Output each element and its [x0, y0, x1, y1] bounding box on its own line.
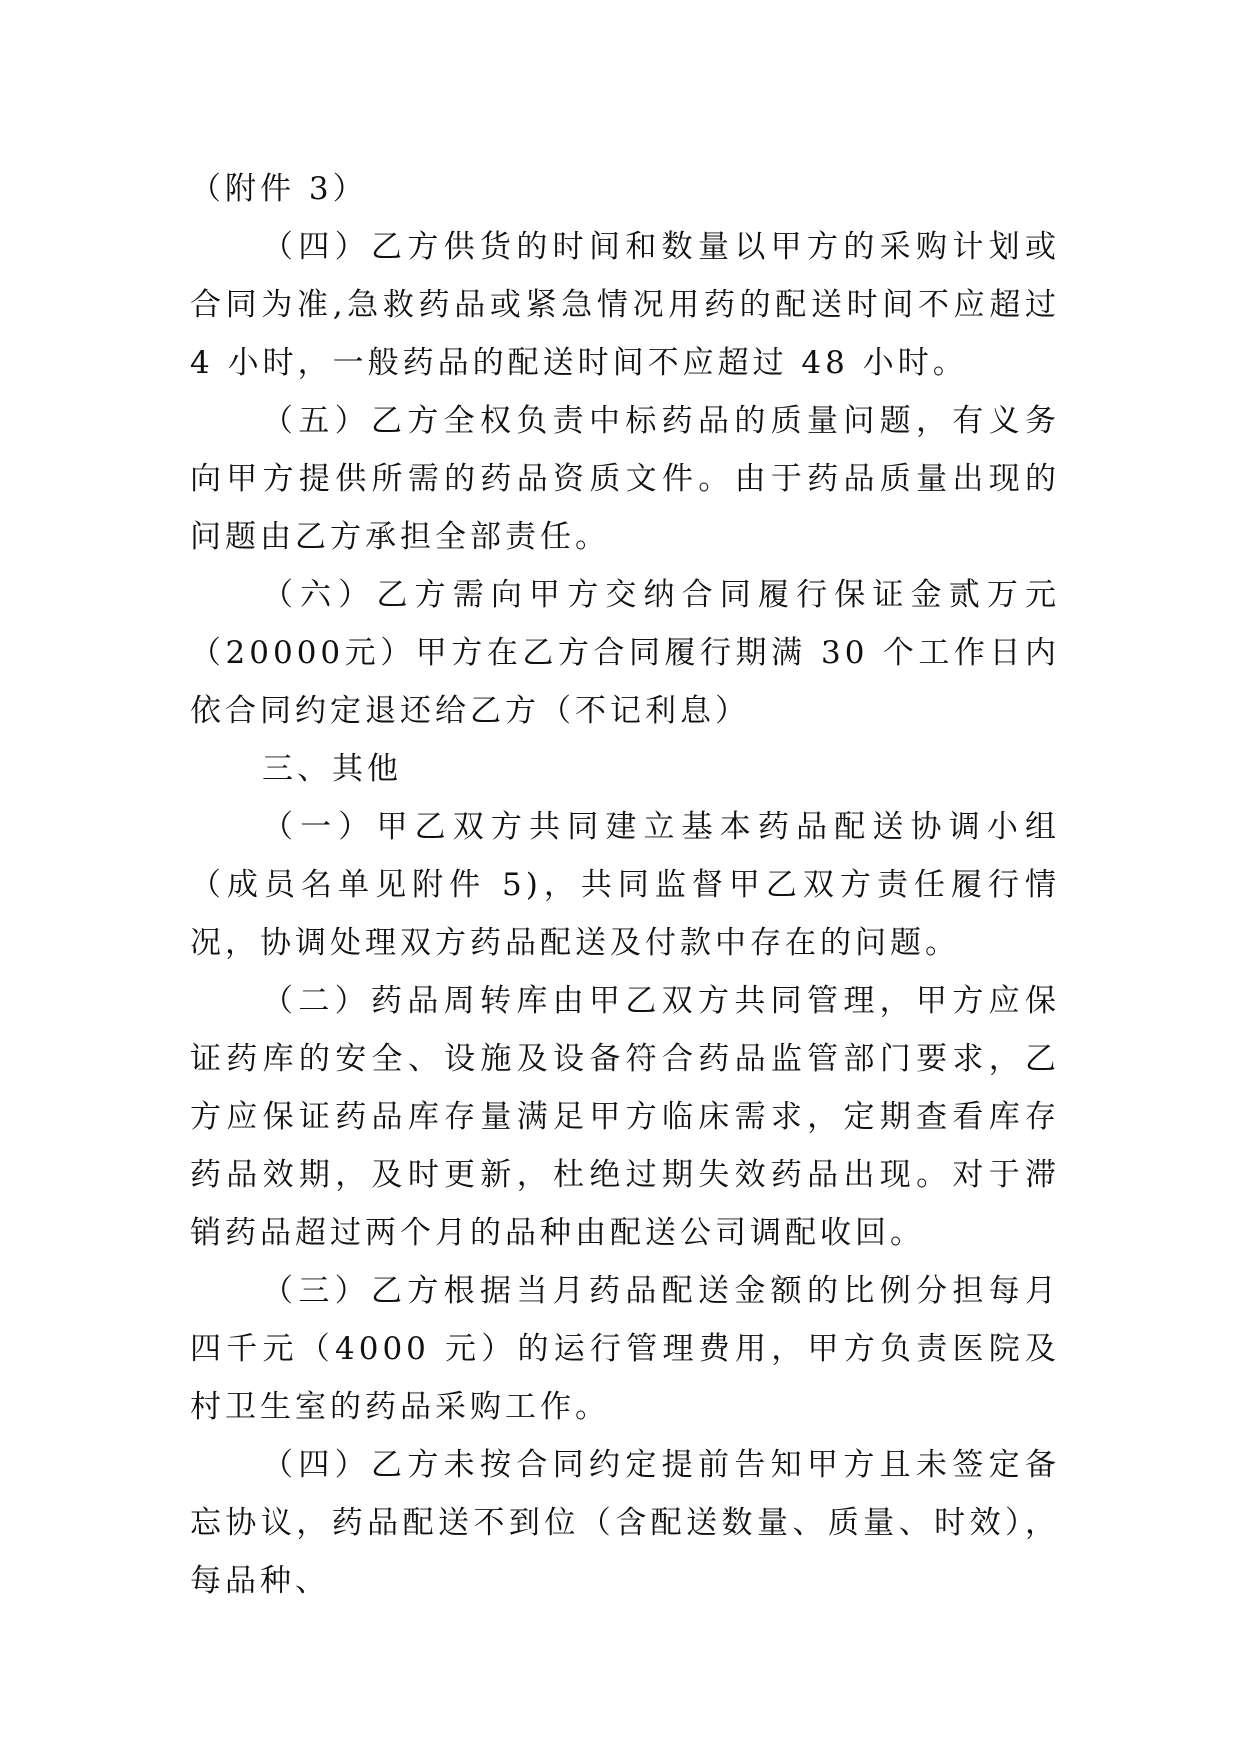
clause-1-coordination-group: （一）甲乙双方共同建立基本药品配送协调小组（成员名单见附件 5)，共同监督甲乙双方责任履行情况，协调处理双方药品配送及付款中存在的问题。	[190, 809, 1060, 961]
clause-4-delivery-time: （四）乙方供货的时间和数量以甲方的采购计划或合同为准,急救药品或紧急情况用药的配送时间不应超过 4 小时，一般药品的配送时间不应超过 48 小时。	[190, 229, 1060, 381]
clause-5-quality-responsibility: （五）乙方全权负责中标药品的质量问题，有义务向甲方提供所需的药品资质文件。由于药品质量出现的问题由乙方承担全部责任。	[190, 403, 1060, 555]
attachment-label: （附件 3）	[190, 171, 368, 207]
section-heading-other: 三、其他	[262, 751, 402, 787]
clause-4-delivery-failure: （四）乙方未按合同约定提前告知甲方且未签定备忘协议，药品配送不到位（含配送数量、质量、时效），每品种、	[190, 1447, 1060, 1599]
clause-3-management-fee: （三）乙方根据当月药品配送金额的比例分担每月四千元（4000 元）的运行管理费用，甲方负责医院及村卫生室的药品采购工作。	[190, 1273, 1060, 1425]
document-body	[190, 160, 1060, 1610]
clause-2-warehouse-management: （二）药品周转库由甲乙双方共同管理，甲方应保证药库的安全、设施及设备符合药品监管部门要求，乙方应保证药品库存量满足甲方临床需求，定期查看库存药品效期，及时更新，杜绝过期失效药品出现。对于滞销药品超过两个月的品种由配送公司调配收回。	[190, 983, 1060, 1251]
clause-6-performance-bond: （六）乙方需向甲方交纳合同履行保证金贰万元（20000元）甲方在乙方合同履行期满 30 个工作日内依合同约定退还给乙方（不记利息）	[190, 577, 1060, 729]
